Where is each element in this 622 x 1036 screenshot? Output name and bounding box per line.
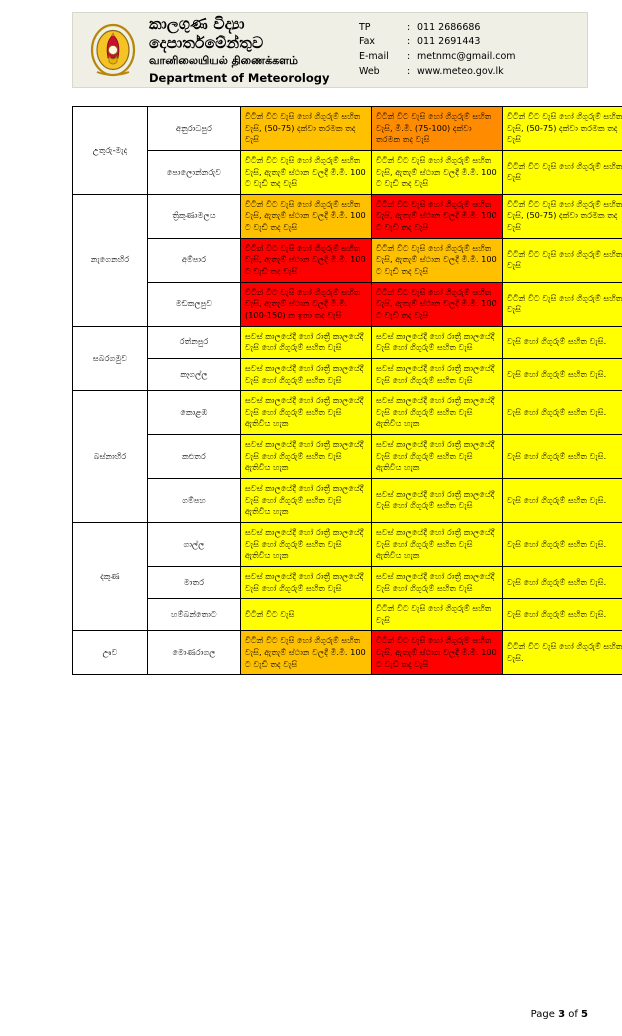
district-cell: කෑගල්ල — [148, 358, 241, 390]
forecast-cell: සවස් කාලයේදී හෝ රාත්‍රී කාලයේදී වැසි හෝ ගිගුරුම් සහිත වැසි ඇතිවිය හැක — [372, 435, 503, 479]
table-row — [73, 238, 622, 282]
table-row — [73, 358, 622, 390]
contact-value-web: www.meteo.gov.lk — [417, 65, 577, 80]
header-contact-block — [359, 21, 587, 80]
forecast-cell: වැසි හෝ ගිගුරුම් සහිත වැසි. — [503, 566, 622, 598]
district-cell: රත්නපුර — [148, 326, 241, 358]
forecast-cell: වැසි හෝ ගිගුරුම් සහිත වැසි. — [503, 358, 622, 390]
contact-label-web: Web — [359, 65, 407, 80]
forecast-cell: සවස් කාලයේදී හෝ රාත්‍රී කාලයේදී වැසි හෝ ගිගුරුම් සහිත වැසි — [241, 326, 372, 358]
forecast-cell: සවස් කාලයේදී හෝ රාත්‍රී කාලයේදී වැසි හෝ ගිගුරුම් සහිත වැසි ඇතිවිය හැක — [372, 391, 503, 435]
contact-label-fax: Fax — [359, 35, 407, 50]
forecast-cell: වැසි හෝ ගිගුරුම් සහිත වැසි. — [503, 599, 622, 631]
table-row — [73, 150, 622, 194]
weather-warning-table — [72, 106, 622, 675]
district-cell: ගම්පහ — [148, 479, 241, 523]
district-cell: මොණරාගල — [148, 631, 241, 675]
forecast-cell: විටින් විට වැසි — [241, 599, 372, 631]
forecast-cell: විටින් විට වැසි හෝ ගිගුරුම් සහිත වැසි — [503, 282, 622, 326]
district-cell: පොලොන්නරුව — [148, 150, 241, 194]
contact-label-tp: TP — [359, 21, 407, 36]
footer-total-pages: 5 — [581, 1009, 588, 1020]
district-cell: අනුරාධපුර — [148, 107, 241, 151]
forecast-cell: සවස් කාලයේදී හෝ රාත්‍රී කාලයේදී වැසි හෝ ගිගුරුම් සහිත වැසි — [241, 358, 372, 390]
province-cell: උතුරු-මැද — [73, 107, 148, 195]
forecast-cell: විටින් විට වැසි හෝ ගිගුරුම් සහිත වැසි, ඇතැම් ස්ථාන වලදී මි.මී. 100 ට වැඩි තද වැසි — [372, 194, 503, 238]
district-cell: ත්‍රිකුණාමලය — [148, 194, 241, 238]
table-row — [73, 599, 622, 631]
header-titles — [139, 15, 359, 84]
contact-value-email: metnmc@gmail.com — [417, 50, 577, 65]
table-row — [73, 435, 622, 479]
forecast-cell: වැසි හෝ ගිගුරුම් සහිත වැසි. — [503, 391, 622, 435]
forecast-cell: වැසි හෝ ගිගුරුම් සහිත වැසි. — [503, 435, 622, 479]
province-cell: ඌව — [73, 631, 148, 675]
district-cell: හම්බන්තොට — [148, 599, 241, 631]
district-cell: මාතර — [148, 566, 241, 598]
forecast-cell: විටින් විට වැසි හෝ ගිගුරුම් සහිත වැසි. — [503, 631, 622, 675]
forecast-cell: විටින් විට වැසි හෝ ගිගුරුම් සහිත වැසි, ඇතැම් ස්ථාන වලදී මි.මී. 100 ට වැඩි තද වැසි — [372, 282, 503, 326]
forecast-cell: සවස් කාලයේදී හෝ රාත්‍රී කාලයේදී වැසි හෝ ගිගුරුම් සහිත වැසි — [241, 566, 372, 598]
forecast-cell: විටින් විට වැසි හෝ ගිගුරුම් සහිත වැසි, ඇතැම් ස්ථාන වලදී මි.මී. 100 ට වැඩි තද වැසි — [372, 238, 503, 282]
district-cell: කළුතර — [148, 435, 241, 479]
forecast-cell: විටින් විට වැසි හෝ ගිගුරුම් සහිත වැසි, ඇතැම් ස්ථාන වලදී මි.මී. 100 ට වැඩි තද වැසි — [241, 194, 372, 238]
table-row — [73, 479, 622, 523]
forecast-cell: සවස් කාලයේදී හෝ රාත්‍රී කාලයේදී වැසි හෝ ගිගුරුම් සහිත වැසි ඇතිවිය හැක — [241, 522, 372, 566]
forecast-cell: සවස් කාලයේදී හෝ රාත්‍රී කාලයේදී වැසි හෝ ගිගුරුම් සහිත වැසි — [372, 566, 503, 598]
province-cell: සබරගමුව — [73, 326, 148, 391]
document-header — [72, 12, 588, 88]
forecast-cell: සවස් කාලයේදී හෝ රාත්‍රී කාලයේදී වැසි හෝ ගිගුරුම් සහිත වැසි — [372, 358, 503, 390]
province-cell: නැගෙනහිර — [73, 194, 148, 326]
weather-warning-table-body — [73, 107, 622, 675]
contact-row-email — [359, 50, 577, 65]
department-title-sinhala: කාලගුණ විද්‍යා දෙපාර්තමේන්තුව — [149, 15, 359, 53]
forecast-cell: විටින් විට වැසි හෝ ගිගුරුම් සහිත වැසි — [503, 238, 622, 282]
forecast-cell: විටින් විට වැසි හෝ ගිගුරුම් සහිත වැසි, (50-75) දක්වා තරමක තද වැසි — [503, 194, 622, 238]
table-row — [73, 326, 622, 358]
forecast-cell: සවස් කාලයේදී හෝ රාත්‍රී කාලයේදී වැසි හෝ ගිගුරුම් සහිත වැසි ඇතිවිය හැක — [241, 391, 372, 435]
document-page — [0, 12, 622, 1036]
forecast-cell: සවස් කාලයේදී හෝ රාත්‍රී කාලයේදී වැසි හෝ ගිගුරුම් සහිත වැසි — [372, 326, 503, 358]
page-footer — [531, 1009, 588, 1020]
forecast-cell: විටින් විට වැසි හෝ ගිගුරුම් සහිත වැසි, ඇතැම් ස්ථාන වලදී මි.මී. 100 ට වැඩි තද වැසි — [241, 150, 372, 194]
district-cell: මඩකලපුව — [148, 282, 241, 326]
contact-row-fax — [359, 35, 577, 50]
table-row — [73, 631, 622, 675]
district-cell: ගාල්ල — [148, 522, 241, 566]
forecast-cell: විටින් විට වැසි හෝ ගිගුරුම් සහිත වැසි, මි.මී. (75-100) දක්වා තරමක තද වැසි — [372, 107, 503, 151]
table-row — [73, 282, 622, 326]
forecast-cell: විටින් විට වැසි හෝ ගිගුරුම් සහිත වැසි, (50-75) දක්වා තරමක තද වැසි — [241, 107, 372, 151]
forecast-cell: විටින් විට වැසි හෝ ගිගුරුම් සහිත වැසි — [372, 599, 503, 631]
forecast-cell: විටින් විට වැසි හෝ ගිගුරුම් සහිත වැසි, ඇතැම් ස්ථාන වලදී මි.මී. 100 ට වැඩි තද වැසි — [372, 150, 503, 194]
contact-sep-web: : — [407, 65, 417, 80]
footer-prefix: Page — [531, 1009, 558, 1020]
table-row — [73, 194, 622, 238]
contact-value-fax: 011 2691443 — [417, 35, 577, 50]
forecast-cell: විටින් විට වැසි හෝ ගිගුරුම් සහිත වැසි, (50-75) දක්වා තරමක තද වැසි — [503, 107, 622, 151]
province-cell: දකුණ — [73, 522, 148, 630]
contact-label-email: E-mail — [359, 50, 407, 65]
district-cell: අම්පාර — [148, 238, 241, 282]
province-cell: බස්නාහිර — [73, 391, 148, 523]
forecast-cell: විටින් විට වැසි හෝ ගිගුරුම් සහිත වැසි, ඇතැම් ස්ථාන වලදී මි.මී. 100 ට වැඩි තද වැසි — [241, 631, 372, 675]
forecast-cell: වැසි හෝ ගිගුරුම් සහිත වැසි. — [503, 479, 622, 523]
forecast-cell: සවස් කාලයේදී හෝ රාත්‍රී කාලයේදී වැසි හෝ ගිගුරුම් සහිත වැසි ඇතිවිය හැක — [372, 522, 503, 566]
table-row — [73, 391, 622, 435]
forecast-cell: විටින් විට වැසි හෝ ගිගුරුම් සහිත වැසි, ඇතැම් ස්ථාන වලදී මි.මී. (100-150) ක ඉතා තද වැසි — [241, 282, 372, 326]
national-emblem-icon — [87, 20, 139, 80]
forecast-cell: වැසි හෝ ගිගුරුම් සහිත වැසි. — [503, 326, 622, 358]
table-row — [73, 107, 622, 151]
forecast-cell: විටින් විට වැසි හෝ ගිගුරුම් සහිත වැසි, ඇතැම් ස්ථාන වලදී මි.මී. 100 ට වැඩි තද වැසි — [241, 238, 372, 282]
table-row — [73, 566, 622, 598]
forecast-cell: විටින් විට වැසි හෝ ගිගුරුම් සහිත වැසි, ඇතැම් ස්ථාන වලදී මි.මී. 100 ට වැඩි තද වැසි — [372, 631, 503, 675]
department-title-tamil: வானிலையியல் திணைக்களம் — [149, 54, 359, 67]
forecast-cell: වැසි හෝ ගිගුරුම් සහිත වැසි. — [503, 522, 622, 566]
department-title-english: Department of Meteorology — [149, 71, 359, 85]
footer-page-number: 3 — [558, 1009, 565, 1020]
contact-sep-fax: : — [407, 35, 417, 50]
contact-sep-tp: : — [407, 21, 417, 36]
contact-sep-email: : — [407, 50, 417, 65]
forecast-cell: සවස් කාලයේදී හෝ රාත්‍රී කාලයේදී වැසි හෝ ගිගුරුම් සහිත වැසි ඇතිවිය හැක — [241, 479, 372, 523]
contact-row-tp — [359, 21, 577, 36]
forecast-cell: විටින් විට වැසි හෝ ගිගුරුම් සහිත වැසි — [503, 150, 622, 194]
forecast-cell: සවස් කාලයේදී හෝ රාත්‍රී කාලයේදී වැසි හෝ ගිගුරුම් සහිත වැසි ඇතිවිය හැක — [241, 435, 372, 479]
contact-row-web — [359, 65, 577, 80]
district-cell: කොළඹ — [148, 391, 241, 435]
table-row — [73, 522, 622, 566]
footer-middle: of — [565, 1009, 581, 1020]
forecast-cell: සවස් කාලයේදී හෝ රාත්‍රී කාලයේදී වැසි හෝ ගිගුරුම් සහිත වැසි — [372, 479, 503, 523]
contact-value-tp: 011 2686686 — [417, 21, 577, 36]
